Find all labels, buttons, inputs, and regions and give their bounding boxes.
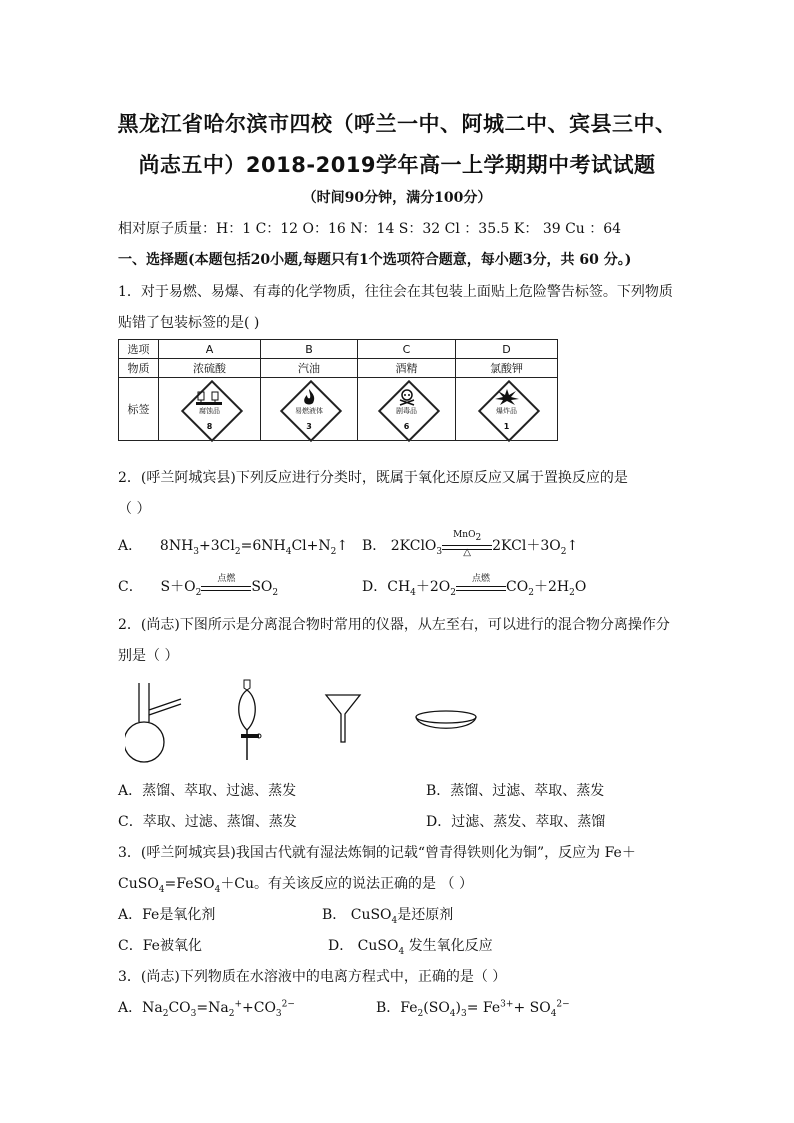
hazard-diamond-c bbox=[376, 378, 438, 440]
corrosive-icon bbox=[196, 388, 224, 406]
hazard-label-table bbox=[118, 339, 558, 441]
sign-text-b: 易燃液体 bbox=[295, 407, 323, 415]
q3b-option-a: A．$Na_2CO_3=Na_2^++CO_3^{2-}$ bbox=[118, 999, 295, 1019]
eq-arrow-b: MnO$_2$ △ bbox=[442, 538, 492, 554]
q3a-text-2: CuSO$_4$=FeSO$_4$＋Cu。有关该反应的说法正确的是 （ ） bbox=[118, 876, 473, 895]
evaporating-dish-icon bbox=[413, 708, 479, 738]
q3a-option-b: B． CuSO$_4$是还原剂 bbox=[322, 907, 454, 926]
skull-icon bbox=[393, 388, 421, 406]
q1-text-1: 1．对于易燃、易爆、有毒的化学物质，往往会在其包装上面贴上危险警告标签。下列物质 bbox=[118, 284, 673, 300]
funnel-icon bbox=[323, 692, 363, 747]
q3a-option-c: C．Fe被氧化 bbox=[118, 938, 202, 954]
option-c: C bbox=[358, 340, 456, 359]
section-1-heading: 一、选择题(本题包括20小题,每题只有1个选项符合题意，每小题3分，共 60 分。) bbox=[118, 252, 632, 268]
q3a-text-1: 3．(呼兰阿城宾县)我国古代就有湿法炼铜的记载“曾青得铁则化为铜”，反应为 Fe＋ bbox=[118, 845, 636, 861]
option-d: D bbox=[456, 340, 558, 359]
q3a-option-d: D． CuSO$_4$ 发生氧化反应 bbox=[328, 938, 493, 957]
hazard-diamond-d bbox=[476, 378, 538, 440]
q2a-option-d: D．$CH_4+2O_2$ 点燃 $CO_2+2H_2O$ bbox=[362, 574, 587, 598]
q2a-option-b: B． 2KClO$_3$ MnO$_2$ △ $2KCl+3O_2↑$ bbox=[362, 530, 579, 558]
sign-num-d: 1 bbox=[503, 422, 510, 431]
hazard-diamond-a bbox=[179, 378, 241, 440]
option-a: A bbox=[159, 340, 261, 359]
q2b-text-1: 2．(尚志)下图所示是分离混合物时常用的仪器，从左至右，可以进行的混合物分离操作分 bbox=[118, 617, 670, 633]
q2a-option-a: A． $8NH_3+3Cl_2=6NH_4Cl+N_2↑$ bbox=[118, 538, 349, 557]
row-header-option: 选项 bbox=[119, 340, 159, 359]
row-header-label: 标签 bbox=[119, 378, 159, 441]
substance-c: 酒精 bbox=[358, 359, 456, 378]
substance-a: 浓硫酸 bbox=[159, 359, 261, 378]
title-line-1: 黑龙江省哈尔滨市四校（呼兰一中、阿城二中、宾县三中、 bbox=[117, 112, 677, 136]
sign-num-b: 3 bbox=[306, 422, 312, 431]
sign-cell-a bbox=[159, 378, 261, 441]
q2b-option-b: B．蒸馏、过滤、萃取、蒸发 bbox=[426, 783, 605, 799]
substance-d: 氯酸钾 bbox=[456, 359, 558, 378]
sign-text-a: 腐蚀品 bbox=[199, 407, 220, 415]
q2b-text-2: 别是（ ） bbox=[118, 648, 179, 664]
q3b-text-1: 3．(尚志)下列物质在水溶液中的电离方程式中，正确的是（ ） bbox=[118, 969, 507, 985]
atomic-masses: 相对原子质量：H：1 C：12 O：16 N：14 S：32 Cl ：35.5 K： 39 Cu ：64 bbox=[118, 221, 622, 237]
q3a-option-a: A．Fe是氧化剂 bbox=[118, 907, 216, 923]
separatory-funnel-icon bbox=[228, 678, 268, 768]
option-b: B bbox=[261, 340, 358, 359]
sign-cell-b bbox=[261, 378, 358, 441]
row-header-substance: 物质 bbox=[119, 359, 159, 378]
eq-arrow-c: 点燃 bbox=[201, 579, 251, 595]
sign-cell-d bbox=[456, 378, 558, 441]
q2a-option-c: C． $S+O_2$ 点燃 $SO_2$ bbox=[118, 574, 279, 598]
sign-num-a: 8 bbox=[206, 422, 213, 431]
sign-cell-c bbox=[358, 378, 456, 441]
q3b-option-b: B．$Fe_2(SO_4)_3= Fe^{3+}+ SO_4^{2-}$ bbox=[376, 999, 570, 1019]
flame-icon bbox=[295, 388, 323, 406]
hazard-diamond-b bbox=[278, 378, 340, 440]
sign-text-d: 爆炸品 bbox=[496, 407, 517, 415]
subtitle: （时间90分钟，满分100分） bbox=[302, 190, 492, 206]
q2a-text-1: 2．(呼兰阿城宾县)下列反应进行分类时，既属于氧化还原反应又属于置换反应的是 bbox=[118, 470, 628, 486]
q1-text-2: 贴错了包装标签的是( ) bbox=[118, 315, 260, 331]
distillation-flask-icon bbox=[125, 680, 185, 765]
q2b-option-d: D．过滤、蒸发、萃取、蒸馏 bbox=[426, 814, 606, 830]
explosion-icon bbox=[493, 388, 521, 406]
q2b-option-a: A．蒸馏、萃取、过滤、蒸发 bbox=[118, 783, 297, 799]
substance-b: 汽油 bbox=[261, 359, 358, 378]
q2b-option-c: C．萃取、过滤、蒸馏、蒸发 bbox=[118, 814, 297, 830]
eq-arrow-d: 点燃 bbox=[456, 579, 506, 595]
q2a-text-2: （ ） bbox=[118, 501, 151, 517]
sign-text-c: 剧毒品 bbox=[396, 407, 417, 415]
sign-num-c: 6 bbox=[403, 422, 410, 431]
title-line-2: 尚志五中）2018-2019学年高一上学期期中考试试题 bbox=[138, 153, 656, 177]
